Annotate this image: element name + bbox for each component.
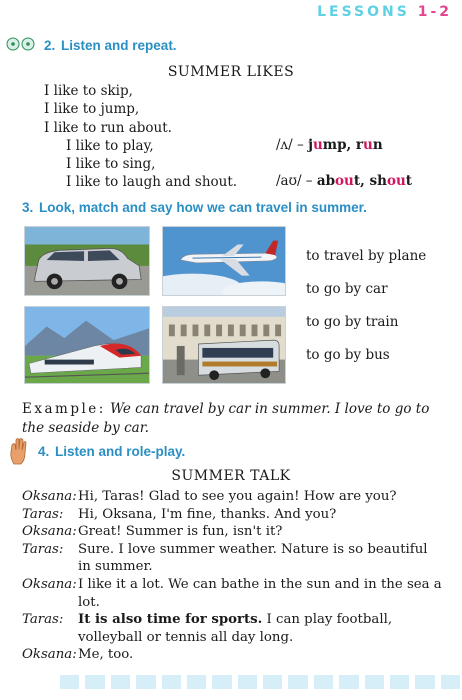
phonetic-rule-u: /ʌ/ – jump, run: [276, 137, 383, 153]
dialog-line: [22, 541, 442, 576]
utterance: Sure. I love summer weather. Nature is so beautiful in summer.: [78, 541, 428, 575]
phrase-plane: to travel by plane: [306, 248, 427, 264]
dialog-line: [22, 611, 442, 646]
decorative-footer-strip: [60, 675, 460, 689]
speaker: Oksana:: [22, 576, 77, 592]
phrase-bus: to go by bus: [306, 347, 390, 363]
poem-line: I like to jump,: [44, 101, 140, 118]
speaker: Taras:: [22, 541, 64, 557]
dialog-line: [22, 506, 442, 524]
utterance: Hi, Oksana, I'm fine, thanks. And you?: [78, 506, 337, 522]
example-sentence: Example: We can travel by car in summer. I love to go to the seaside by car.: [22, 401, 430, 436]
utterance: Great! Summer is fun, isn't it?: [78, 524, 283, 540]
section-3-title: 3. Look, match and say how we can travel in summer.: [22, 200, 367, 215]
speaker: Oksana:: [22, 647, 77, 663]
speaker: Oksana:: [22, 524, 77, 540]
poem-line: I like to play,: [66, 137, 154, 154]
poem-line: I like to laugh and shout.: [66, 174, 238, 191]
bus-photo: [162, 306, 286, 384]
speaker: Oksana:: [22, 489, 77, 504]
car-photo: [24, 226, 150, 296]
dialog-line: [22, 646, 442, 664]
poem-title: SUMMER LIKES: [167, 64, 295, 80]
cd-icon: [6, 36, 36, 50]
phrase-car: to go by car: [306, 281, 388, 297]
hand-icon: [6, 436, 32, 466]
dialog: [22, 488, 442, 664]
dialog-line: [22, 523, 442, 541]
utterance: [78, 611, 442, 646]
poem: [44, 82, 237, 192]
dialog-line: [22, 576, 442, 611]
plane-photo: [162, 226, 286, 296]
poem-line: I like to sing,: [66, 156, 156, 173]
phonetic-rule-au: /aʊ/ – about, shout: [276, 173, 413, 189]
section-4-title: 4. Listen and role-play.: [38, 444, 186, 459]
utterance-rest: I can play football, volleyball or tennis all day long.: [78, 612, 393, 645]
utterance: Me, too.: [78, 647, 134, 663]
poem-line: I like to skip,: [44, 83, 133, 99]
dialog-line: [22, 488, 442, 506]
poem-line: I like to run about.: [44, 119, 172, 136]
speaker: Taras:: [22, 506, 64, 522]
train-photo: [24, 306, 150, 384]
lessons-header: LESSONS 1-2: [317, 4, 452, 20]
utterance: Hi, Taras! Glad to see you again! How are you?: [78, 489, 397, 504]
speaker: Taras:: [22, 612, 64, 628]
section-2-title: 2. Listen and repeat.: [44, 38, 177, 53]
utterance: I like it a lot. We can bathe in the sun and in the sea a lot.: [78, 576, 442, 610]
phrase-train: to go by train: [306, 314, 399, 330]
dialog-title: SUMMER TALK: [171, 468, 291, 484]
utterance-bold: It is also time for sports.: [78, 612, 263, 628]
